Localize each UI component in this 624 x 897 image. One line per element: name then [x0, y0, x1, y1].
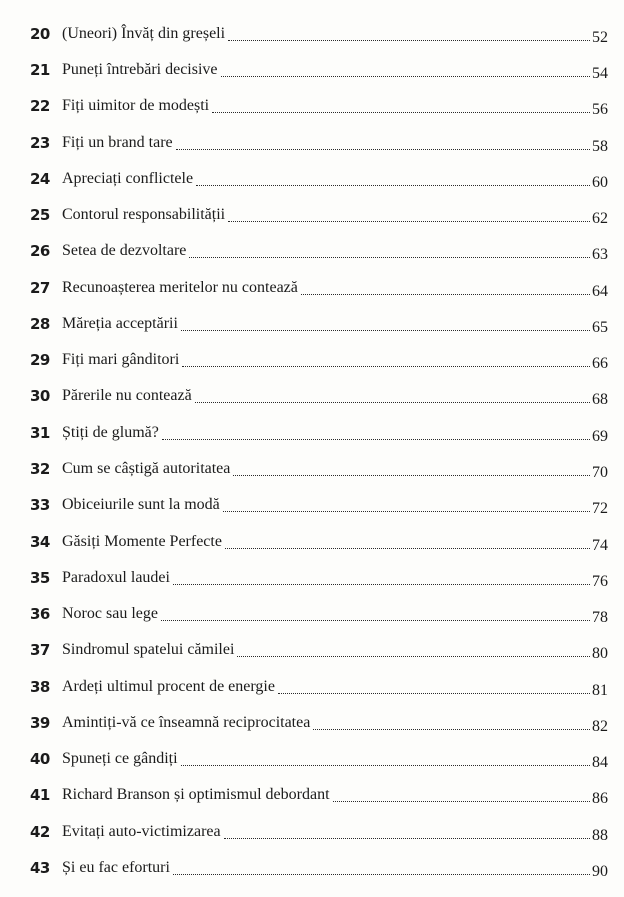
chapter-number: 23 — [30, 134, 50, 152]
dot-leader — [189, 257, 590, 258]
page-number: 88 — [592, 827, 608, 844]
toc-entry[interactable] — [30, 384, 608, 410]
dot-leader — [313, 729, 590, 730]
chapter-number: 35 — [30, 569, 50, 587]
chapter-title: Cum se câștigă autoritatea — [62, 460, 231, 477]
chapter-title: Apreciați conflictele — [62, 170, 194, 187]
chapter-title: Sindromul spatelui cămilei — [62, 641, 235, 658]
page-number: 64 — [592, 283, 608, 300]
chapter-title: Fiți mari gânditori — [62, 351, 180, 368]
chapter-title: Găsiți Momente Perfecte — [62, 533, 222, 550]
toc-entry[interactable] — [30, 566, 608, 592]
dot-leader — [228, 40, 590, 41]
dot-leader — [182, 366, 590, 367]
chapter-title: Contorul responsabilității — [62, 206, 226, 223]
chapter-number: 22 — [30, 97, 50, 115]
dot-leader — [212, 112, 590, 113]
page-number: 58 — [592, 138, 608, 155]
dot-leader — [176, 149, 590, 150]
toc-entry[interactable] — [30, 167, 608, 193]
dot-leader — [173, 584, 590, 585]
chapter-title: Noroc sau lege — [62, 605, 158, 622]
chapter-number: 27 — [30, 279, 50, 297]
dot-leader — [301, 294, 590, 295]
page-number: 52 — [592, 29, 608, 46]
dot-leader — [278, 693, 590, 694]
page-number: 69 — [592, 428, 608, 445]
dot-leader — [233, 475, 590, 476]
toc-entry[interactable] — [30, 711, 608, 737]
chapter-title: Richard Branson și optimismul debordant — [62, 786, 330, 803]
toc-entry[interactable] — [30, 820, 608, 846]
page-number: 81 — [592, 682, 608, 699]
dot-leader — [162, 439, 590, 440]
chapter-title: Știți de glumă? — [62, 424, 159, 441]
toc-entry[interactable] — [30, 203, 608, 229]
page-number: 78 — [592, 609, 608, 626]
chapter-title: Setea de dezvoltare — [62, 242, 187, 259]
dot-leader — [237, 656, 590, 657]
chapter-number: 20 — [30, 25, 50, 43]
chapter-title: Paradoxul laudei — [62, 569, 170, 586]
chapter-number: 34 — [30, 533, 50, 551]
page-number: 70 — [592, 464, 608, 481]
page-number: 62 — [592, 210, 608, 227]
chapter-number: 24 — [30, 170, 50, 188]
toc-entry[interactable] — [30, 276, 608, 302]
chapter-number: 37 — [30, 641, 50, 659]
toc-entry[interactable] — [30, 239, 608, 265]
chapter-title: Fiți un brand tare — [62, 134, 173, 151]
toc-entry[interactable] — [30, 747, 608, 773]
page-number: 72 — [592, 500, 608, 517]
chapter-number: 40 — [30, 750, 50, 768]
page-number: 65 — [592, 319, 608, 336]
toc-entry[interactable] — [30, 602, 608, 628]
toc-entry[interactable] — [30, 856, 608, 882]
chapter-number: 31 — [30, 424, 50, 442]
dot-leader — [228, 221, 590, 222]
chapter-number: 29 — [30, 351, 50, 369]
toc-entry[interactable] — [30, 638, 608, 664]
page-number: 60 — [592, 174, 608, 191]
toc-entry[interactable] — [30, 530, 608, 556]
page-number: 66 — [592, 355, 608, 372]
toc-entry[interactable] — [30, 457, 608, 483]
chapter-title: Amintiți-vă ce înseamnă reciprocitatea — [62, 714, 311, 731]
toc-entry[interactable] — [30, 94, 608, 120]
chapter-title: Spuneți ce gândiți — [62, 750, 178, 767]
chapter-number: 43 — [30, 859, 50, 877]
page-number: 63 — [592, 246, 608, 263]
dot-leader — [224, 838, 590, 839]
toc-entry[interactable] — [30, 131, 608, 157]
page-number: 68 — [592, 391, 608, 408]
chapter-title: Fiți uimitor de modești — [62, 97, 210, 114]
toc-entry[interactable] — [30, 783, 608, 809]
chapter-number: 41 — [30, 786, 50, 804]
dot-leader — [196, 185, 590, 186]
page-number: 74 — [592, 537, 608, 554]
page-number: 80 — [592, 645, 608, 662]
page-number: 86 — [592, 790, 608, 807]
chapter-title: Obiceiurile sunt la modă — [62, 496, 220, 513]
chapter-title: Evitați auto-victimizarea — [62, 823, 221, 840]
dot-leader — [173, 874, 590, 875]
dot-leader — [223, 511, 590, 512]
page-number: 54 — [592, 65, 608, 82]
toc-entry[interactable] — [30, 675, 608, 701]
chapter-title: Recunoașterea meritelor nu contează — [62, 279, 298, 296]
chapter-number: 25 — [30, 206, 50, 224]
page-number: 82 — [592, 718, 608, 735]
dot-leader — [221, 76, 590, 77]
chapter-title: Măreția acceptării — [62, 315, 178, 332]
chapter-number: 26 — [30, 242, 50, 260]
chapter-number: 36 — [30, 605, 50, 623]
chapter-number: 38 — [30, 678, 50, 696]
chapter-title: (Uneori) Învăț din greșeli — [62, 25, 226, 42]
chapter-number: 42 — [30, 823, 50, 841]
toc-entry[interactable] — [30, 348, 608, 374]
toc-entry[interactable] — [30, 493, 608, 519]
toc-entry[interactable] — [30, 58, 608, 84]
page-number: 90 — [592, 863, 608, 880]
page-number: 84 — [592, 754, 608, 771]
dot-leader — [161, 620, 590, 621]
chapter-number: 21 — [30, 61, 50, 79]
chapter-number: 32 — [30, 460, 50, 478]
chapter-title: Puneți întrebări decisive — [62, 61, 218, 78]
page-number: 76 — [592, 573, 608, 590]
chapter-number: 28 — [30, 315, 50, 333]
chapter-title: Și eu fac eforturi — [62, 859, 170, 876]
chapter-title: Ardeți ultimul procent de energie — [62, 678, 275, 695]
chapter-number: 30 — [30, 387, 50, 405]
page-number: 56 — [592, 101, 608, 118]
chapter-title: Părerile nu contează — [62, 387, 192, 404]
dot-leader — [333, 801, 590, 802]
chapter-number: 39 — [30, 714, 50, 732]
dot-leader — [181, 330, 590, 331]
dot-leader — [181, 765, 590, 766]
dot-leader — [195, 402, 590, 403]
dot-leader — [225, 548, 590, 549]
chapter-number: 33 — [30, 496, 50, 514]
toc-entry[interactable] — [30, 22, 608, 48]
toc-entry[interactable] — [30, 421, 608, 447]
toc-entry[interactable] — [30, 312, 608, 338]
